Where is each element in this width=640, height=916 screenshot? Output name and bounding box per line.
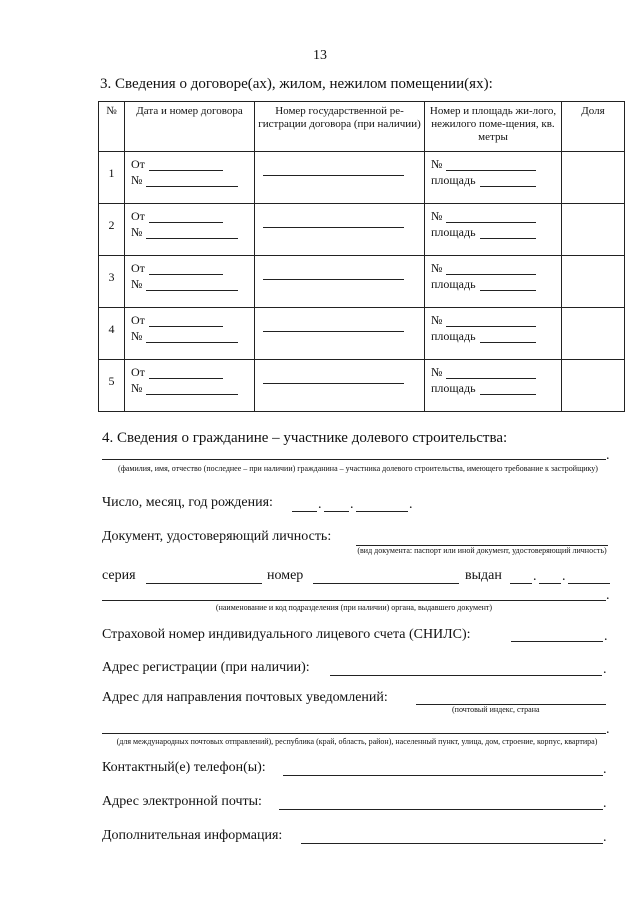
contract-number-field[interactable] bbox=[146, 279, 238, 291]
contract-date-field[interactable] bbox=[149, 367, 223, 379]
contracts-table bbox=[98, 101, 625, 412]
premise-cell bbox=[425, 152, 562, 204]
table-row bbox=[99, 308, 625, 360]
fio-caption: (фамилия, имя, отчество (последнее – при наличии) гражданина – участника долевого строительства, имеющего требование к застройщику) bbox=[118, 464, 598, 473]
table-row bbox=[99, 204, 625, 256]
premise-number-label: № bbox=[431, 313, 443, 327]
state-registration-cell bbox=[255, 360, 425, 412]
contract-date-number-cell bbox=[125, 308, 255, 360]
additional-info-field[interactable] bbox=[301, 843, 603, 844]
email-label: Адрес электронной почты: bbox=[102, 794, 262, 809]
row-number: 1 bbox=[99, 152, 125, 204]
premise-cell bbox=[425, 308, 562, 360]
doc-number-field[interactable] bbox=[313, 583, 459, 584]
state-registration-field[interactable] bbox=[263, 227, 404, 228]
mail-address-field-2[interactable] bbox=[102, 733, 606, 734]
table-header-row bbox=[99, 102, 625, 152]
area-field[interactable] bbox=[480, 279, 536, 291]
issued-day-field[interactable] bbox=[510, 583, 532, 584]
area-label: площадь bbox=[431, 277, 476, 291]
page-number: 13 bbox=[313, 48, 327, 63]
issued-label: выдан bbox=[465, 568, 502, 583]
contract-number-field[interactable] bbox=[146, 331, 238, 343]
mail-address-label: Адрес для направления почтовых уведомлений: bbox=[102, 690, 388, 705]
birth-day-field[interactable] bbox=[292, 511, 317, 512]
share-cell[interactable] bbox=[562, 204, 625, 256]
row-number: 2 bbox=[99, 204, 125, 256]
share-cell[interactable] bbox=[562, 360, 625, 412]
identity-document-label: Документ, удостоверяющий личность: bbox=[102, 529, 332, 544]
state-registration-cell bbox=[255, 256, 425, 308]
header-number: № bbox=[99, 102, 125, 152]
premise-number-field[interactable] bbox=[446, 263, 536, 275]
fio-dot: . bbox=[606, 448, 610, 463]
area-field[interactable] bbox=[480, 227, 536, 239]
table-row bbox=[99, 360, 625, 412]
contract-date-number-cell bbox=[125, 152, 255, 204]
header-share: Доля bbox=[562, 102, 625, 152]
premise-number-field[interactable] bbox=[446, 315, 536, 327]
from-label: От bbox=[131, 157, 145, 171]
identity-document-caption: (вид документа: паспорт или иной документ, удостоверяющий личность) bbox=[357, 546, 607, 555]
premise-cell bbox=[425, 204, 562, 256]
snils-field[interactable] bbox=[511, 641, 603, 642]
registration-address-label: Адрес регистрации (при наличии): bbox=[102, 660, 310, 675]
row-number: 3 bbox=[99, 256, 125, 308]
contract-date-field[interactable] bbox=[149, 159, 223, 171]
state-registration-cell bbox=[255, 204, 425, 256]
area-label: площадь bbox=[431, 381, 476, 395]
state-registration-field[interactable] bbox=[263, 279, 404, 280]
contract-number-field[interactable] bbox=[146, 383, 238, 395]
from-label: От bbox=[131, 365, 145, 379]
section-3-title: 3. Сведения о договоре(ах), жилом, нежилом помещении(ях): bbox=[100, 76, 493, 92]
issued-year-field[interactable] bbox=[568, 583, 610, 584]
email-field[interactable] bbox=[279, 809, 603, 810]
area-label: площадь bbox=[431, 329, 476, 343]
header-contract-date-number: Дата и номер договора bbox=[125, 102, 255, 152]
contract-number-label: № bbox=[131, 173, 143, 187]
section-4-title: 4. Сведения о гражданине – участнике долевого строительства: bbox=[102, 430, 508, 446]
contract-number-field[interactable] bbox=[146, 175, 238, 187]
share-cell[interactable] bbox=[562, 308, 625, 360]
birth-year-field[interactable] bbox=[356, 511, 408, 512]
issued-month-field[interactable] bbox=[539, 583, 561, 584]
premise-number-field[interactable] bbox=[446, 159, 536, 171]
additional-info-label: Дополнительная информация: bbox=[102, 828, 283, 843]
issuer-field[interactable] bbox=[102, 600, 606, 601]
mail-address-caption-1: (почтовый индекс, страна bbox=[452, 705, 540, 714]
state-registration-field[interactable] bbox=[263, 331, 404, 332]
premise-number-label: № bbox=[431, 209, 443, 223]
contract-date-number-cell bbox=[125, 204, 255, 256]
state-registration-field[interactable] bbox=[263, 175, 404, 176]
state-registration-field[interactable] bbox=[263, 383, 404, 384]
contract-number-field[interactable] bbox=[146, 227, 238, 239]
phone-label: Контактный(е) телефон(ы): bbox=[102, 760, 266, 775]
row-number: 5 bbox=[99, 360, 125, 412]
area-field[interactable] bbox=[480, 383, 536, 395]
share-cell[interactable] bbox=[562, 152, 625, 204]
premise-number-label: № bbox=[431, 157, 443, 171]
mail-address-caption-2: (для международных почтовых отправлений), республика (край, область, район), населенный пункт, улица, дом, строение, корпус, квартира) bbox=[116, 737, 598, 746]
state-registration-cell bbox=[255, 308, 425, 360]
doc-number-label: номер bbox=[267, 568, 304, 583]
header-state-registration: Номер государственной ре-гистрации договора (при наличии) bbox=[255, 102, 425, 152]
contract-date-field[interactable] bbox=[149, 315, 223, 327]
premise-number-label: № bbox=[431, 365, 443, 379]
phone-field[interactable] bbox=[283, 775, 603, 776]
contract-date-field[interactable] bbox=[149, 211, 223, 223]
contract-number-label: № bbox=[131, 225, 143, 239]
premise-cell bbox=[425, 360, 562, 412]
contract-date-number-cell bbox=[125, 360, 255, 412]
area-label: площадь bbox=[431, 173, 476, 187]
table-row bbox=[99, 256, 625, 308]
header-premise-number-area: Номер и площадь жи-лого, нежилого поме-щения, кв. метры bbox=[425, 102, 562, 152]
from-label: От bbox=[131, 261, 145, 275]
state-registration-cell bbox=[255, 152, 425, 204]
area-field[interactable] bbox=[480, 175, 536, 187]
series-field[interactable] bbox=[146, 583, 262, 584]
registration-address-field[interactable] bbox=[330, 675, 602, 676]
contract-date-field[interactable] bbox=[149, 263, 223, 275]
contract-number-label: № bbox=[131, 277, 143, 291]
contract-date-number-cell bbox=[125, 256, 255, 308]
contract-number-label: № bbox=[131, 329, 143, 343]
premise-number-label: № bbox=[431, 261, 443, 275]
birth-month-field[interactable] bbox=[324, 511, 349, 512]
fio-line[interactable] bbox=[102, 459, 606, 460]
table-row bbox=[99, 152, 625, 204]
area-field[interactable] bbox=[480, 331, 536, 343]
snils-label: Страховой номер индивидуального лицевого счета (СНИЛС): bbox=[102, 627, 471, 642]
premise-number-field[interactable] bbox=[446, 211, 536, 223]
area-label: площадь bbox=[431, 225, 476, 239]
birth-date-label: Число, месяц, год рождения: bbox=[102, 495, 273, 510]
issuer-caption: (наименование и код подразделения (при наличии) органа, выдавшего документ) bbox=[215, 603, 493, 612]
series-label: серия bbox=[102, 568, 136, 583]
from-label: От bbox=[131, 313, 145, 327]
premise-number-field[interactable] bbox=[446, 367, 536, 379]
from-label: От bbox=[131, 209, 145, 223]
row-number: 4 bbox=[99, 308, 125, 360]
premise-cell bbox=[425, 256, 562, 308]
share-cell[interactable] bbox=[562, 256, 625, 308]
contract-number-label: № bbox=[131, 381, 143, 395]
